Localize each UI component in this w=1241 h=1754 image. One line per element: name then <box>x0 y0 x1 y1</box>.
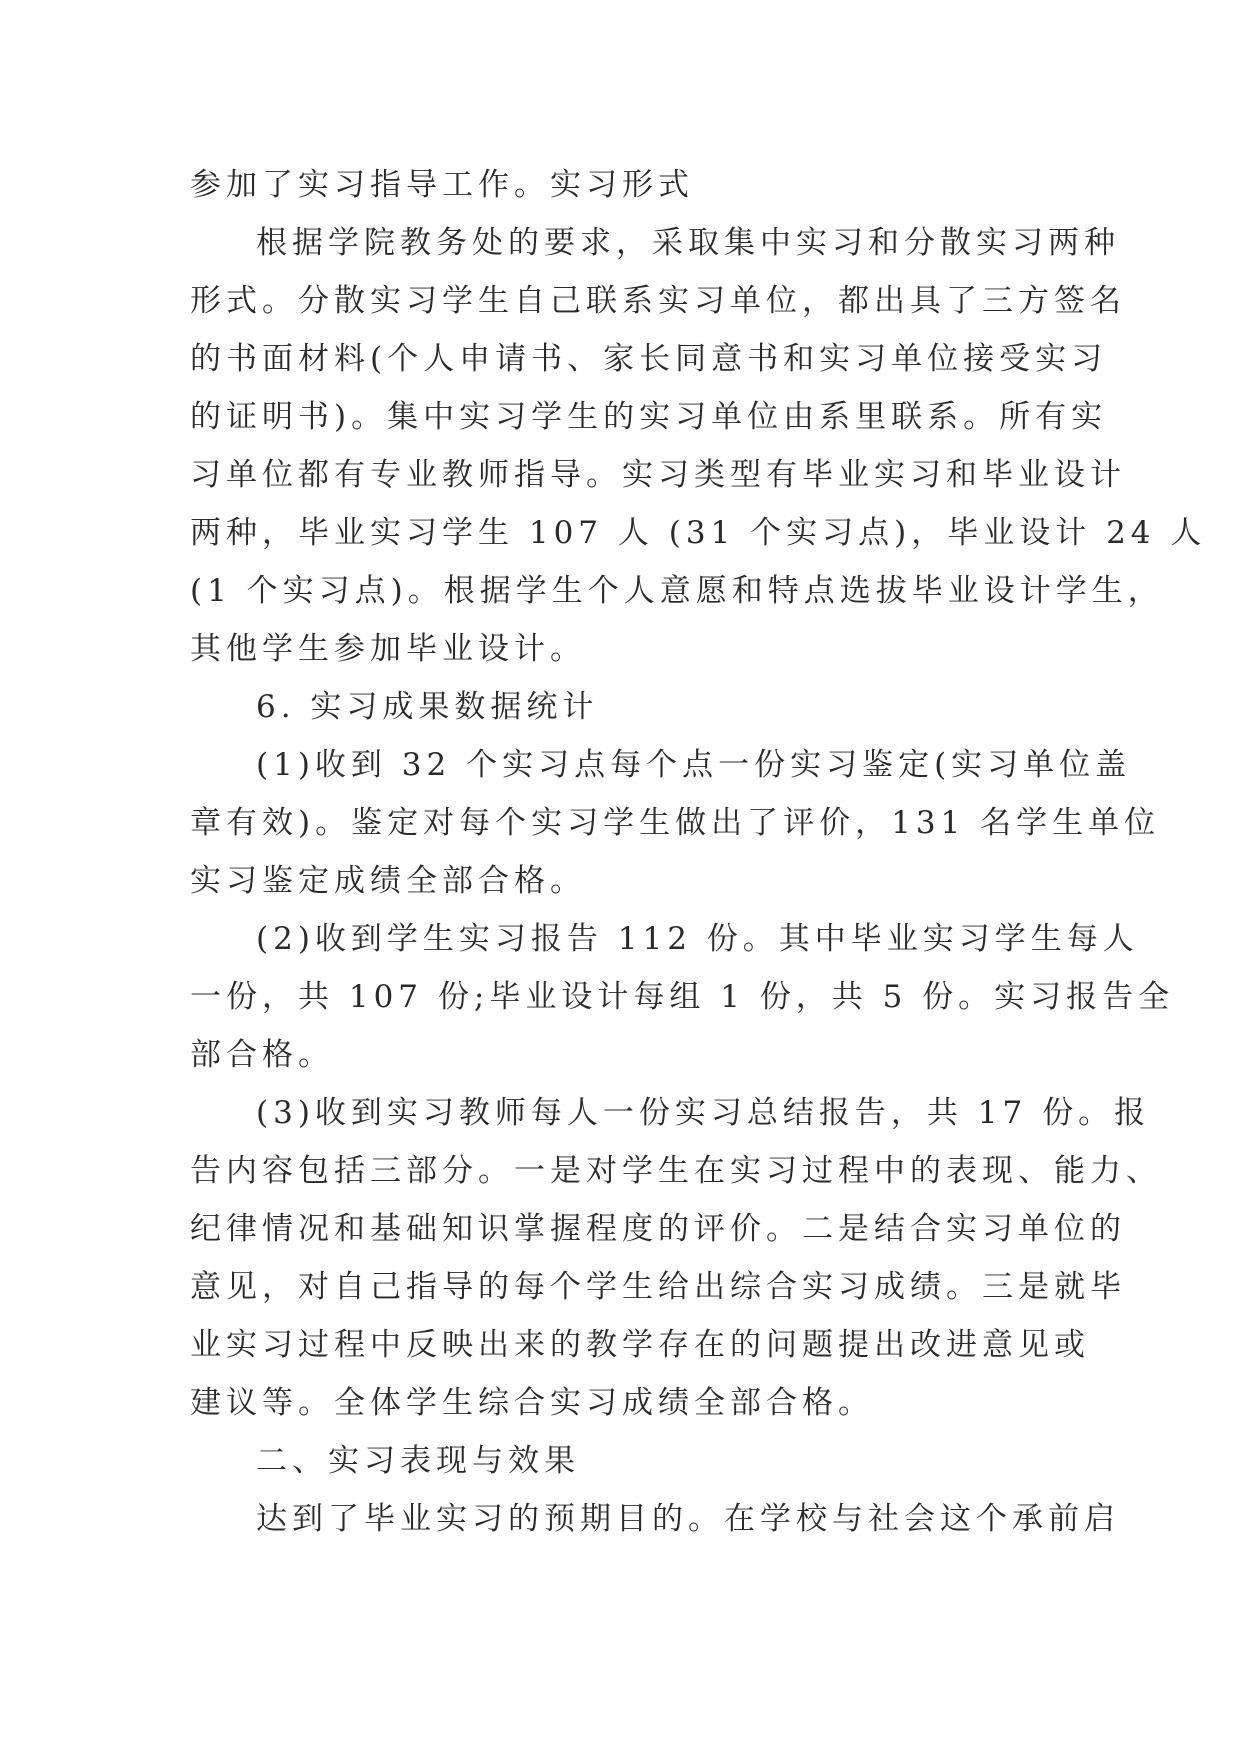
text-line: 一份，共 107 份;毕业设计每组 1 份，共 5 份。实习报告全 <box>190 979 1175 1015</box>
text-line: 的书面材料(个人申请书、家长同意书和实习单位接受实习 <box>190 341 1108 377</box>
text-line: 业实习过程中反映出来的教学存在的问题提出改进意见或 <box>190 1327 1090 1363</box>
paragraph-start-line: (1)收到 32 个实习点每个点一份实习鉴定(实习单位盖 <box>256 747 1132 783</box>
text-line: 部合格。 <box>190 1037 334 1073</box>
paragraph-start-line: (3)收到实习教师每人一份实习总结报告，共 17 份。报 <box>256 1095 1151 1131</box>
text-line: 意见，对自己指导的每个学生给出综合实习成绩。三是就毕 <box>190 1269 1126 1305</box>
text-line: 实习鉴定成绩全部合格。 <box>190 863 586 899</box>
text-line: (1 个实习点)。根据学生个人意愿和特点选拔毕业设计学生， <box>190 573 1164 609</box>
body-text <box>190 156 1207 1548</box>
text-line: 纪律情况和基础知识掌握程度的评价。二是结合实习单位的 <box>190 1211 1126 1247</box>
text-line: 告内容包括三部分。一是对学生在实习过程中的表现、能力、 <box>190 1153 1162 1189</box>
text-line: 的证明书)。集中实习学生的实习单位由系里联系。所有实 <box>190 399 1108 435</box>
text-line: 两种，毕业实习学生 107 人 (31 个实习点)，毕业设计 24 人 <box>190 515 1207 551</box>
paragraph-start-line: (2)收到学生实习报告 112 份。其中毕业实习学生每人 <box>256 921 1139 957</box>
text-line: 参加了实习指导工作。实习形式 <box>190 167 694 203</box>
section-heading: 二、实习表现与效果 <box>256 1443 580 1479</box>
paragraph-start-line: 达到了毕业实习的预期目的。在学校与社会这个承前启 <box>256 1501 1120 1537</box>
text-line: 章有效)。鉴定对每个实习学生做出了评价，131 名学生单位 <box>190 805 1161 841</box>
text-line: 形式。分散实习学生自己联系实习单位，都出具了三方签名 <box>190 283 1126 319</box>
paragraph-start-line: 根据学院教务处的要求，采取集中实习和分散实习两种 <box>256 225 1120 261</box>
section-heading: 6. 实习成果数据统计 <box>256 689 599 725</box>
text-line: 其他学生参加毕业设计。 <box>190 631 586 667</box>
text-line: 建议等。全体学生综合实习成绩全部合格。 <box>190 1385 874 1421</box>
text-line: 习单位都有专业教师指导。实习类型有毕业实习和毕业设计 <box>190 457 1126 493</box>
